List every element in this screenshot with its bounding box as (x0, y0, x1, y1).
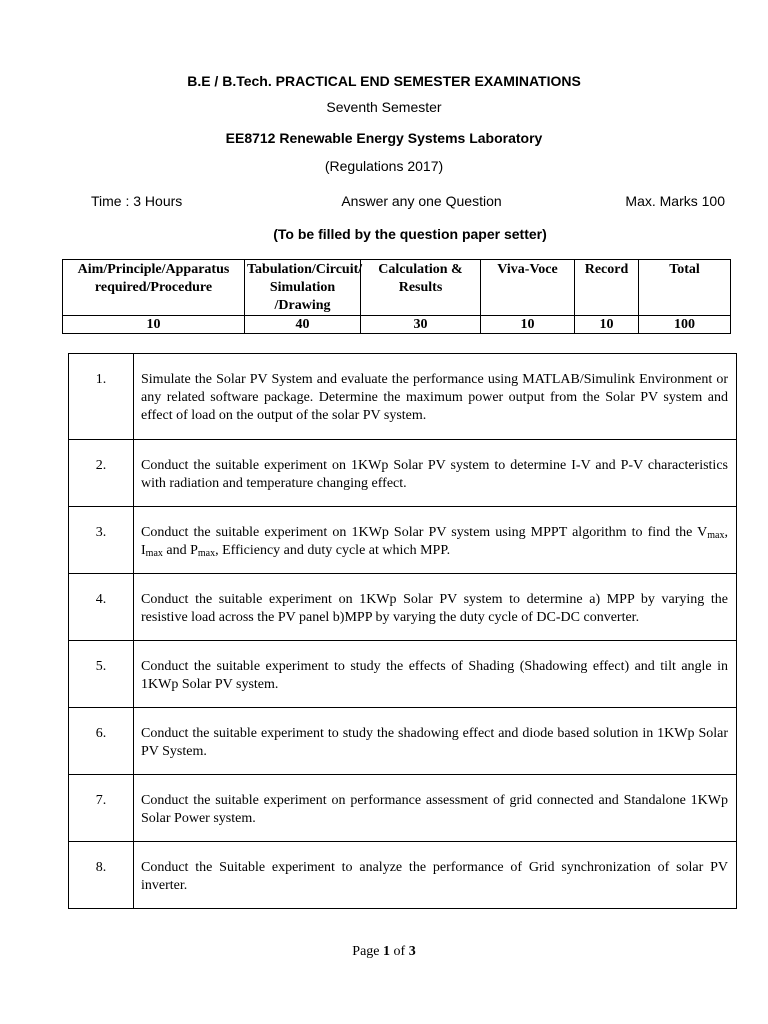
question-text: Conduct the suitable experiment to study the shadowing effect and diode based solution in 1KWp Solar PV System. (134, 708, 737, 775)
question-text: Conduct the suitable experiment on performance assessment of grid connected and Standalone 1KWp Solar Power system. (134, 775, 737, 842)
question-number: 1. (69, 354, 134, 440)
question-text: Conduct the suitable experiment to study the effects of Shading (Shadowing effect) and tilt angle in 1KWp Solar PV system. (134, 641, 737, 708)
page-of-label: of (390, 944, 409, 959)
question-text: Simulate the Solar PV System and evaluate the performance using MATLAB/Simulink Environment or any related software package. Determine the maximum power output from the Solar PV system and effect of load on the output of the solar PV system. (134, 354, 737, 440)
question-row (69, 708, 737, 775)
marks-value-cell: 100 (639, 316, 731, 334)
question-text: Conduct the suitable experiment on 1KWp Solar PV system to determine a) MPP by varying the resistive load across the PV panel b)MPP by varying the duty cycle of DC-DC converter. (134, 574, 737, 641)
exam-title: B.E / B.Tech. PRACTICAL END SEMESTER EXAMINATIONS (187, 73, 581, 89)
question-text (134, 507, 737, 574)
question-number: 8. (69, 842, 134, 909)
marks-header-cell: Tabulation/Circuit/ Simulation /Drawing (245, 260, 361, 316)
question-row (69, 775, 737, 842)
exam-instruction: Answer any one Question (341, 193, 502, 209)
max-marks: Max. Marks 100 (625, 193, 725, 209)
question-row (69, 440, 737, 507)
question-text-part: and P (162, 543, 198, 558)
marks-header-cell: Total (639, 260, 731, 316)
page-total: 3 (408, 944, 416, 959)
marks-value-cell: 30 (361, 316, 481, 334)
question-text-part: , Efficiency and duty cycle at which MPP. (215, 543, 451, 558)
question-row (69, 354, 737, 440)
exam-duration: Time : 3 Hours (91, 193, 183, 209)
subscript-max: max (707, 530, 725, 541)
regulations: (Regulations 2017) (324, 158, 444, 174)
course-title: EE8712 Renewable Energy Systems Laboratory (225, 130, 543, 146)
marks-header-row (63, 260, 731, 316)
marks-value-cell: 10 (63, 316, 245, 334)
marks-header-cell: Viva-Voce (481, 260, 575, 316)
question-text-part: , I (141, 525, 728, 558)
marks-value-cell: 40 (245, 316, 361, 334)
question-number: 4. (69, 574, 134, 641)
marks-value-cell: 10 (575, 316, 639, 334)
marks-header-cell: Record (575, 260, 639, 316)
question-number: 6. (69, 708, 134, 775)
page-label: Page (352, 944, 384, 959)
question-text-part: Conduct the suitable experiment on 1KWp Solar PV system using MPPT algorithm to find the V (141, 525, 708, 540)
setter-note: (To be filled by the question paper setter) (273, 226, 547, 242)
question-row (69, 507, 737, 574)
marks-table (62, 259, 731, 334)
question-number: 3. (69, 507, 134, 574)
page-current: 1 (383, 944, 391, 959)
question-text: Conduct the Suitable experiment to analyze the performance of Grid synchronization of solar PV inverter. (134, 842, 737, 909)
question-number: 2. (69, 440, 134, 507)
marks-header-cell: Calculation & Results (361, 260, 481, 316)
page-indicator (0, 943, 768, 960)
marks-values-row (63, 316, 731, 334)
question-row (69, 641, 737, 708)
questions-table (68, 353, 737, 909)
semester: Seventh Semester (326, 99, 442, 115)
subscript-max: max (145, 548, 163, 559)
question-text: Conduct the suitable experiment on 1KWp Solar PV system to determine I-V and P-V characteristics with radiation and temperature changing effect. (134, 440, 737, 507)
question-row (69, 842, 737, 909)
marks-header-cell: Aim/Principle/Apparatus required/Procedure (63, 260, 245, 316)
question-row (69, 574, 737, 641)
subscript-max: max (197, 548, 216, 559)
question-number: 5. (69, 641, 134, 708)
marks-value-cell: 10 (481, 316, 575, 334)
question-number: 7. (69, 775, 134, 842)
